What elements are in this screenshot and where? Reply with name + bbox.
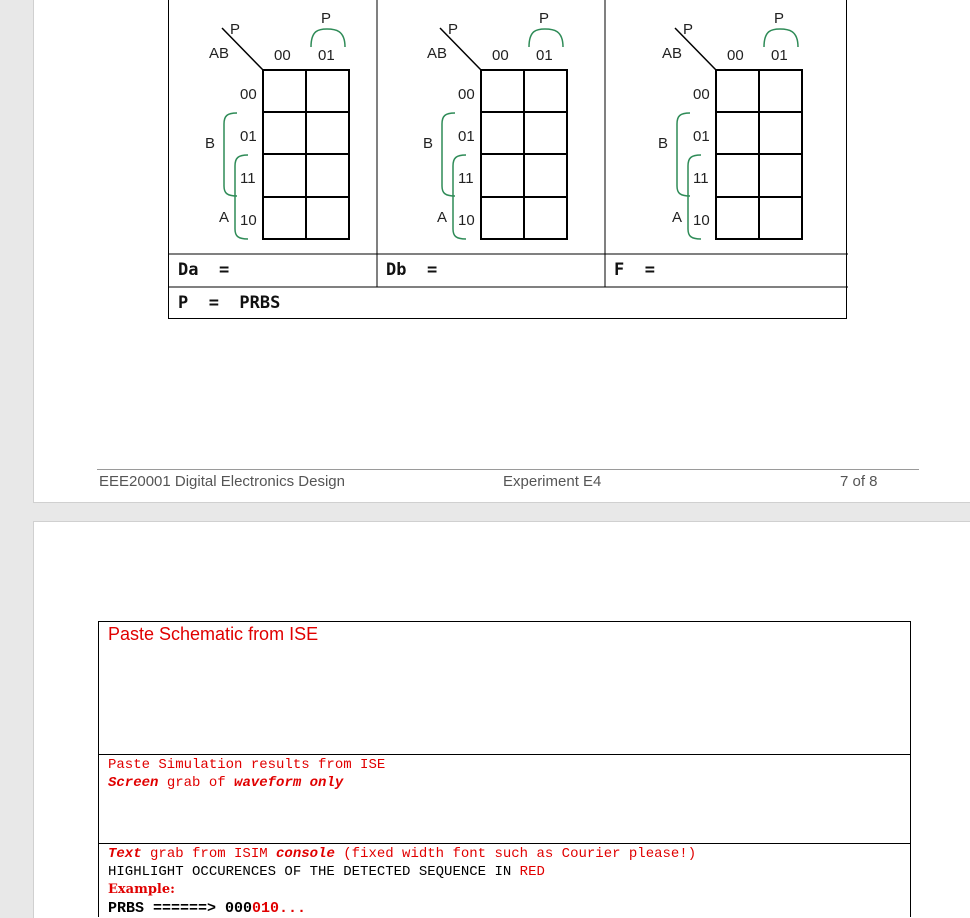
kmap-row-label: 01 [240, 128, 257, 145]
kmap-row-label: 00 [240, 86, 257, 103]
kmap-col-00: 00 [274, 47, 291, 64]
kmap-b-label: B [205, 135, 216, 152]
schematic-cell[interactable] [99, 622, 910, 755]
kmap-db [423, 10, 567, 239]
kmap-da [205, 10, 349, 239]
kmap-row-var: AB [427, 45, 448, 62]
kmap-p-label: P [539, 10, 550, 27]
p-equals-prbs: P = PRBS [178, 293, 281, 313]
kmap-row-label: 10 [240, 212, 257, 229]
kmap-p-bracket [529, 29, 563, 47]
kmap-col-00: 00 [727, 47, 744, 64]
db-expression: Db = [386, 260, 438, 280]
kmap-col-01: 01 [771, 47, 788, 64]
kmap-top-var: P [230, 21, 241, 38]
kmap-row-label: 10 [693, 212, 710, 229]
kmap-p-bracket [311, 29, 345, 47]
kmap-top-var: P [448, 21, 459, 38]
example-label: Example: [108, 882, 175, 897]
kmap-row-label: 11 [240, 170, 256, 187]
kmap-row-label: 00 [693, 86, 710, 103]
footer-rule [97, 469, 919, 470]
highlight-instruction: HIGHLIGHT OCCURENCES OF THE DETECTED SEQUENCE IN RED [108, 864, 545, 880]
kmap-col-01: 01 [318, 47, 335, 64]
kmap-row-var: AB [209, 45, 230, 62]
kmap-b-label: B [658, 135, 669, 152]
da-expression: Da = [178, 260, 230, 280]
text-grab-instruction: Text grab from ISIM console (fixed width font such as Courier please!) [108, 846, 697, 862]
kmap-row-label: 01 [458, 128, 475, 145]
prbs-example: PRBS ======> 000010... [108, 900, 307, 917]
footer-page-number: 7 of 8 [840, 473, 878, 490]
kmap-p-label: P [774, 10, 785, 27]
footer-experiment: Experiment E4 [503, 473, 602, 490]
simulation-cell[interactable] [99, 754, 910, 844]
simulation-title: Paste Simulation results from ISE [108, 757, 386, 773]
kmap-p-label: P [321, 10, 332, 27]
kmap-a-label: A [437, 209, 448, 226]
kmap-table [168, 0, 847, 319]
schematic-label: Paste Schematic from ISE [108, 624, 319, 644]
simulation-instruction: Screen grab of waveform only [108, 775, 344, 791]
console-cell[interactable] [99, 843, 910, 918]
kmap-b-label: B [423, 135, 434, 152]
kmap-row-label: 00 [458, 86, 475, 103]
kmap-grid [169, 0, 848, 319]
kmap-col-01: 01 [536, 47, 553, 64]
kmap-f [658, 10, 802, 239]
results-table [98, 621, 911, 917]
kmap-a-label: A [219, 209, 230, 226]
footer-course: EEE20001 Digital Electronics Design [99, 473, 345, 490]
kmap-p-bracket [764, 29, 798, 47]
kmap-row-label: 10 [458, 212, 475, 229]
kmap-col-00: 00 [492, 47, 509, 64]
kmap-row-label: 01 [693, 128, 710, 145]
f-expression: F = [614, 260, 655, 280]
kmap-row-label: 11 [458, 170, 474, 187]
kmap-a-label: A [672, 209, 683, 226]
kmap-top-var: P [683, 21, 694, 38]
kmap-row-var: AB [662, 45, 683, 62]
kmap-row-label: 11 [693, 170, 709, 187]
